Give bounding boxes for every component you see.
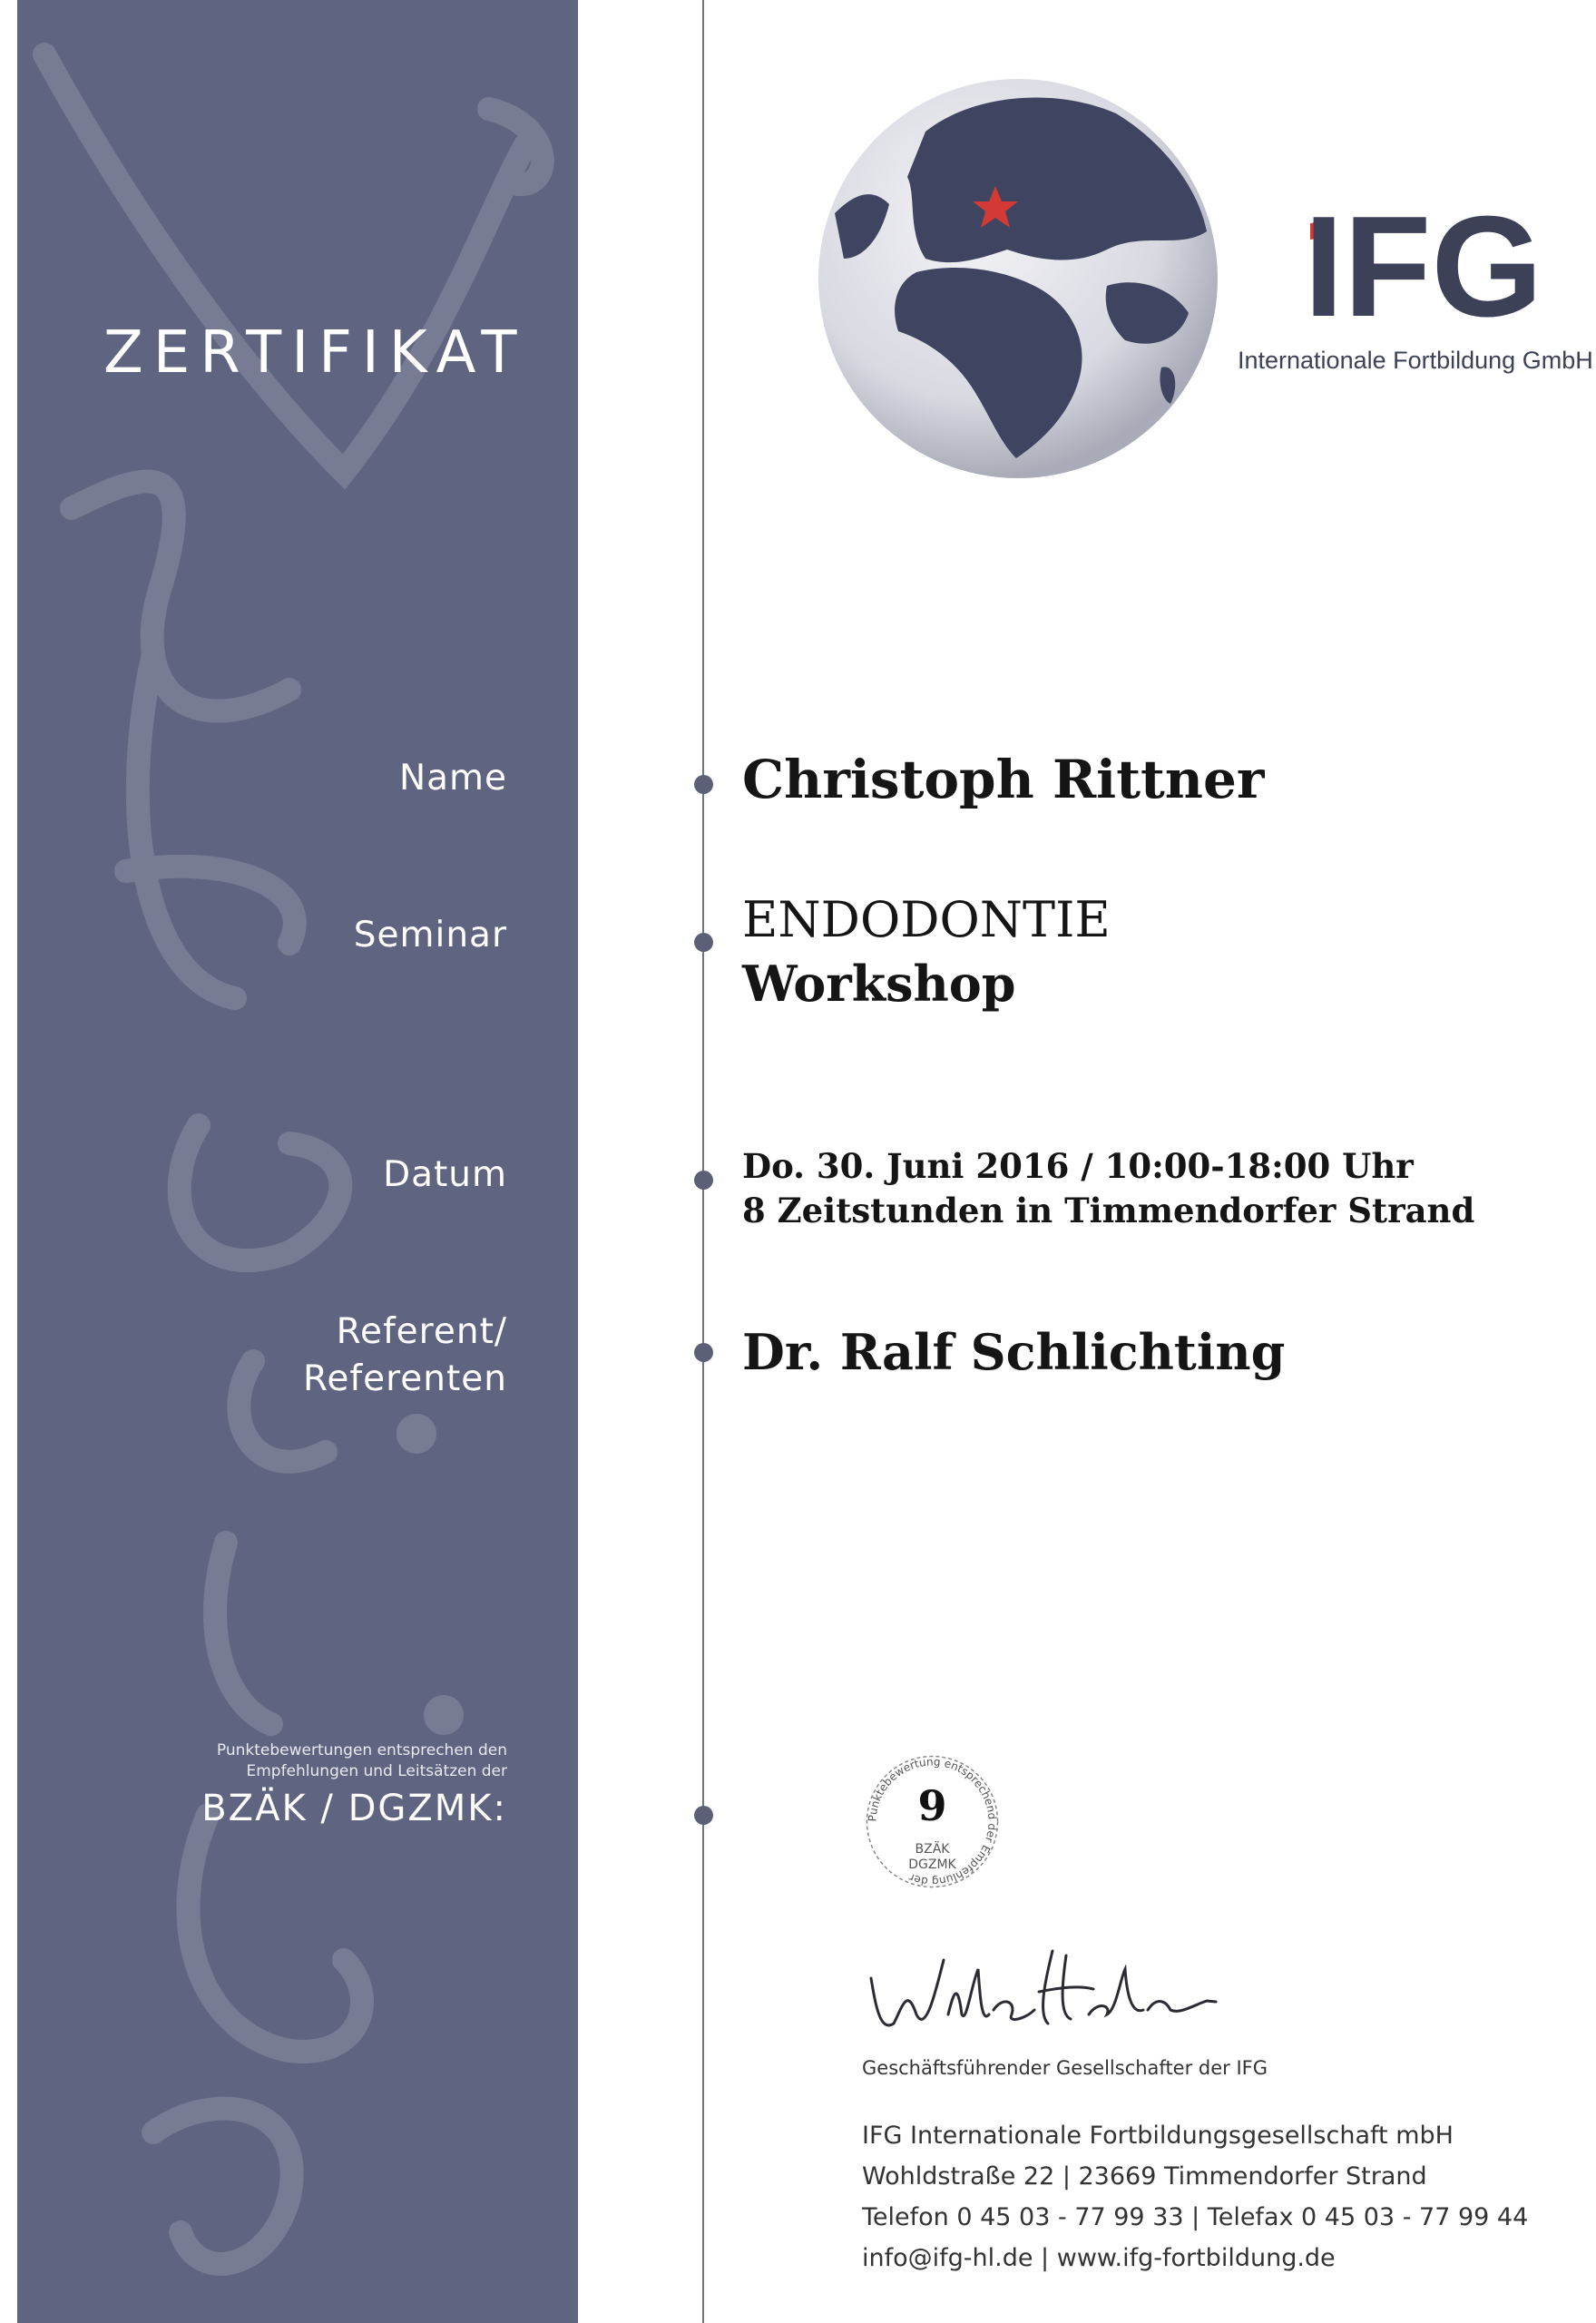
seminar-duration-location: 8 Zeitstunden in Timmendorfer Strand xyxy=(742,1191,1475,1230)
seminar-date: Do. 30. Juni 2016 / 10:00-18:00 Uhr xyxy=(742,1146,1414,1186)
company-web: info@ifg-hl.de | www.ifg-fortbildung.de xyxy=(862,2244,1336,2272)
points-note-line2: Empfehlungen und Leitsätzen der xyxy=(246,1762,507,1780)
globe-icon xyxy=(817,77,1220,481)
points-value: 9 xyxy=(917,1781,947,1830)
stamp-ring-text: Punktebewertung entsprechend der Empfehlung der xyxy=(866,1755,999,1888)
signature-image xyxy=(844,1924,1234,2051)
label-name: Name xyxy=(398,758,507,799)
referent-name: Dr. Ralf Schlichting xyxy=(742,1323,1286,1381)
points-organization: BZÄK / DGZMK: xyxy=(201,1788,507,1829)
company-name: IFG Internationale Fortbildungsgesellschaft mbH xyxy=(862,2122,1454,2150)
points-note-line1: Punktebewertungen entsprechen den xyxy=(216,1741,507,1759)
certificate-title: ZERTIFIKAT xyxy=(103,319,527,387)
signature-caption: Geschäftsführender Gesellschafter der IFG xyxy=(862,2057,1268,2079)
participant-name: Christoph Rittner xyxy=(742,749,1265,810)
bullet-referent xyxy=(694,1343,713,1362)
bullet-points xyxy=(694,1806,713,1825)
logo-subtitle: Internationale Fortbildung GmbH xyxy=(1238,347,1593,374)
stamp-org-dgzmk: DGZMK xyxy=(908,1857,956,1872)
label-seminar: Seminar xyxy=(353,915,507,956)
company-phone: Telefon 0 45 03 - 77 99 33 | Telefax 0 45 03 - 77 99 44 xyxy=(862,2203,1529,2231)
label-referent: Referent/ xyxy=(336,1311,507,1352)
bullet-name xyxy=(694,775,713,794)
points-note xyxy=(217,1740,507,1782)
ifg-logo: IFG xyxy=(1304,187,1543,347)
left-band xyxy=(17,0,578,2323)
label-referenten: Referenten xyxy=(303,1358,507,1399)
bullet-datum xyxy=(694,1171,713,1190)
seminar-subtitle: Workshop xyxy=(742,955,1016,1013)
company-address: Wohldstraße 22 | 23669 Timmendorfer Strand xyxy=(862,2162,1427,2191)
stamp-org-bzak: BZÄK xyxy=(915,1842,950,1857)
label-datum: Datum xyxy=(383,1154,507,1195)
seminar-title: ENDODONTIE xyxy=(742,891,1111,948)
bullet-seminar xyxy=(694,933,713,952)
divider-line xyxy=(702,0,704,2323)
